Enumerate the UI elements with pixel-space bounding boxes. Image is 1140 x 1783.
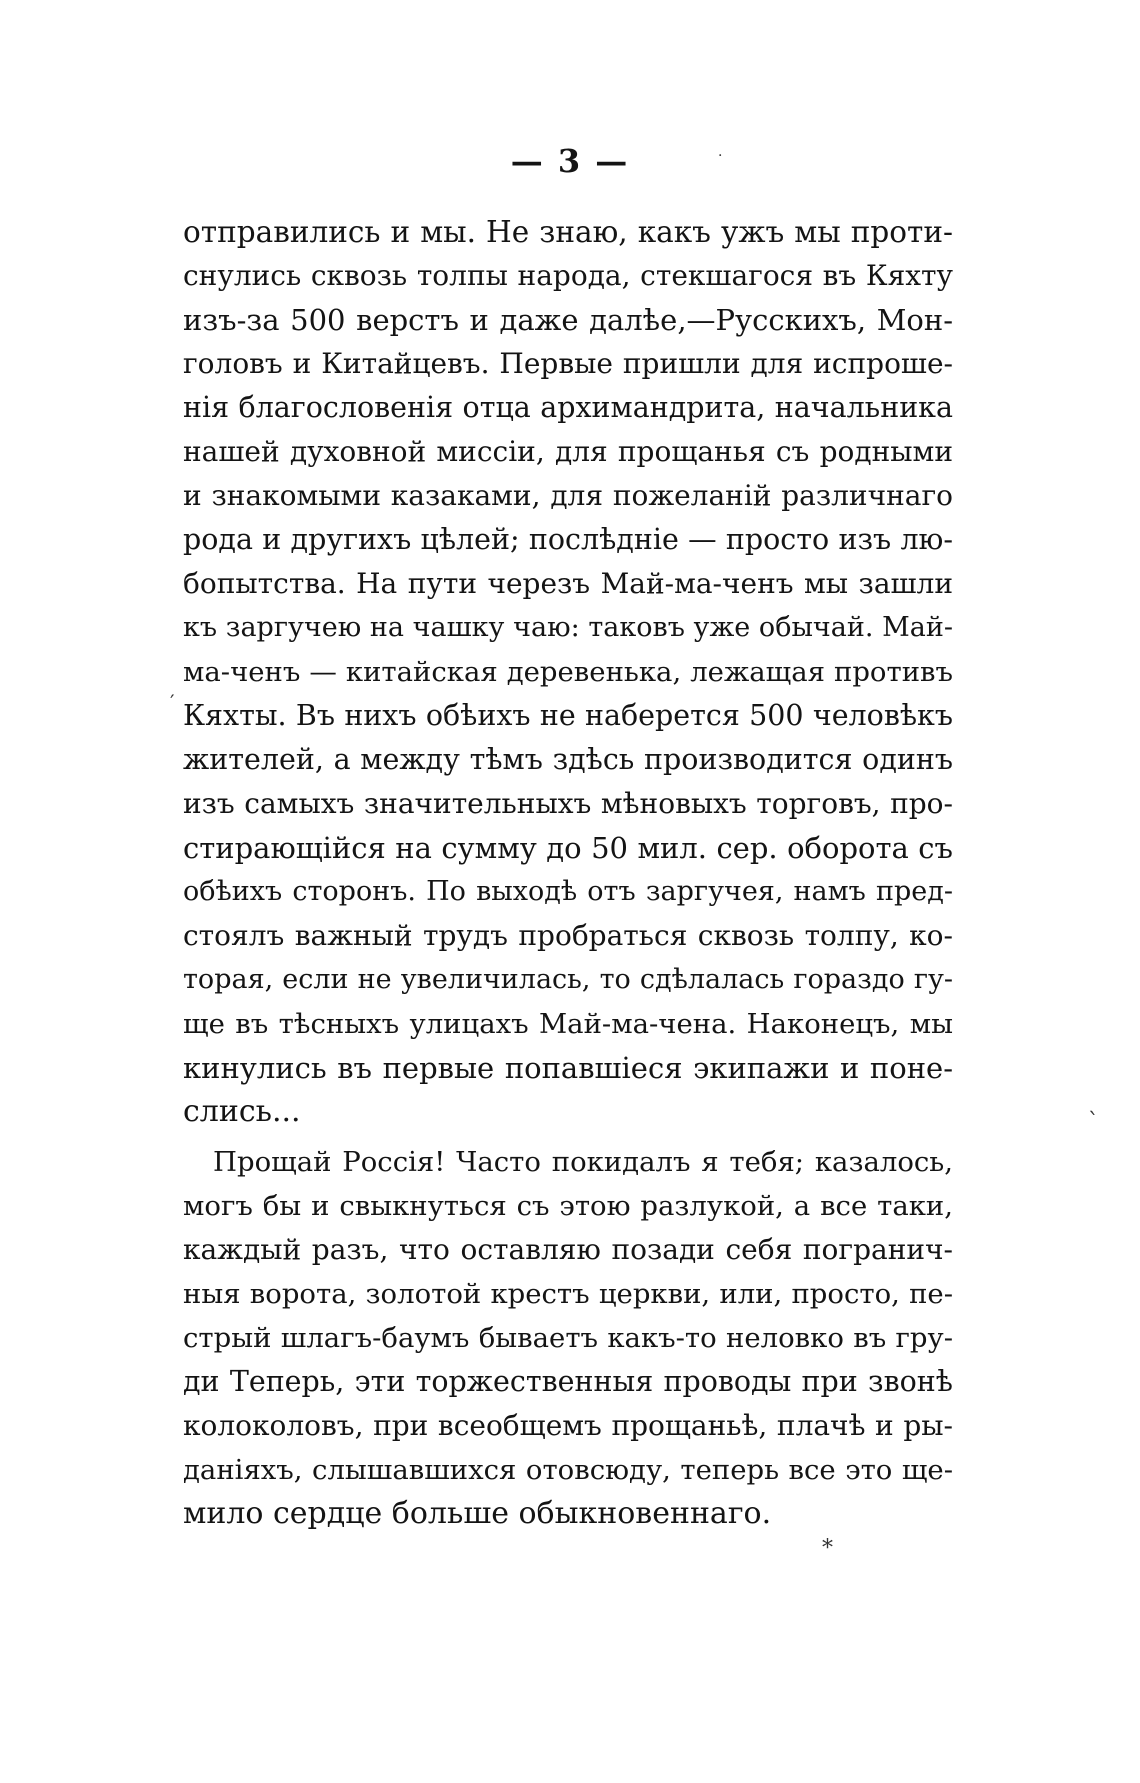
text-line: могъ бы и свыкнуться съ этою разлукой, а все таки, (183, 1190, 953, 1222)
text-line: отправились и мы. Не знаю, какъ ужъ мы проти- (183, 215, 953, 249)
text-line: рода и другихъ цѣлей; послѣдніе — просто изъ лю- (183, 523, 953, 556)
paragraph-1 (183, 210, 953, 1134)
scan-speck-mark: · (718, 148, 723, 164)
text-line: нашей духовной миссіи, для прощанья съ родными (183, 435, 953, 468)
paragraph-2 (183, 1140, 953, 1536)
text-line: колоколовъ, при всеобщемъ прощаньѣ, плачѣ и ры- (183, 1409, 953, 1442)
text-line: слись... (183, 1094, 301, 1129)
scan-speck-mark: * (822, 1536, 833, 1561)
text-line: ныя ворота, золотой крестъ церкви, или, просто, пе- (183, 1278, 953, 1310)
page-number: — 3 — (510, 142, 630, 180)
text-line: къ заргучею на чашку чаю: таковъ уже обычай. Май- (183, 612, 953, 643)
text-line: ма-ченъ — китайская деревенька, лежащая противъ (183, 656, 953, 688)
text-line: каждый разъ, что оставляю позади себя погранич- (183, 1233, 953, 1266)
text-line: стоялъ важный трудъ пробраться сквозь толпу, ко- (183, 919, 953, 952)
text-line: кинулись въ первые попавшіеся экипажи и поне- (183, 1051, 953, 1085)
text-line: ще въ тѣсныхъ улицахъ Май-ма-чена. Наконецъ, мы (183, 1008, 953, 1040)
scan-speck-mark: ` (1088, 1110, 1099, 1135)
text-line: стирающійся на сумму до 50 мил. сер. оборота съ (183, 831, 953, 865)
text-line: снулись сквозь толпы народа, стекшагося въ Кяхту (183, 259, 953, 292)
text-line: жителей, а между тѣмъ здѣсь производится одинъ (183, 743, 953, 776)
text-line: торая, если не увеличилась, то сдѣлалась гораздо гу- (183, 964, 953, 995)
text-line: изъ-за 500 верстъ и даже далѣе,—Русскихъ, Мон- (183, 303, 953, 337)
text-line: бопытства. На пути черезъ Май-ма-ченъ мы зашли (183, 567, 953, 600)
body-text (183, 210, 953, 1536)
text-line: изъ самыхъ значительныхъ мѣновыхъ торговъ, про- (183, 787, 953, 820)
text-line: нія благословенія отца архимандрита, начальника (183, 391, 953, 424)
text-line: мило сердце больше обыкновеннаго. (183, 1496, 772, 1531)
text-line: Кяхты. Въ нихъ обѣихъ не наберется 500 человѣкъ (183, 699, 953, 732)
text-line: и знакомыми казаками, для пожеланій различнаго (183, 479, 953, 512)
text-line: Прощай Россія! Часто покидалъ я тебя; казалось, (213, 1146, 953, 1178)
text-line: даніяхъ, слышавшихся отовсюду, теперь все это щe- (183, 1454, 953, 1486)
text-line: ди Теперь, эти торжественныя проводы при звонѣ (183, 1365, 953, 1398)
text-line: обѣихъ сторонъ. По выходѣ отъ заргучея, намъ пред- (183, 876, 953, 907)
text-line: стрый шлагъ-баумъ бываетъ какъ-то неловко въ гру- (183, 1322, 953, 1354)
scan-speck-mark: ′ (170, 690, 175, 714)
text-line: головъ и Китайцевъ. Первые пришли для испроше- (183, 347, 953, 380)
